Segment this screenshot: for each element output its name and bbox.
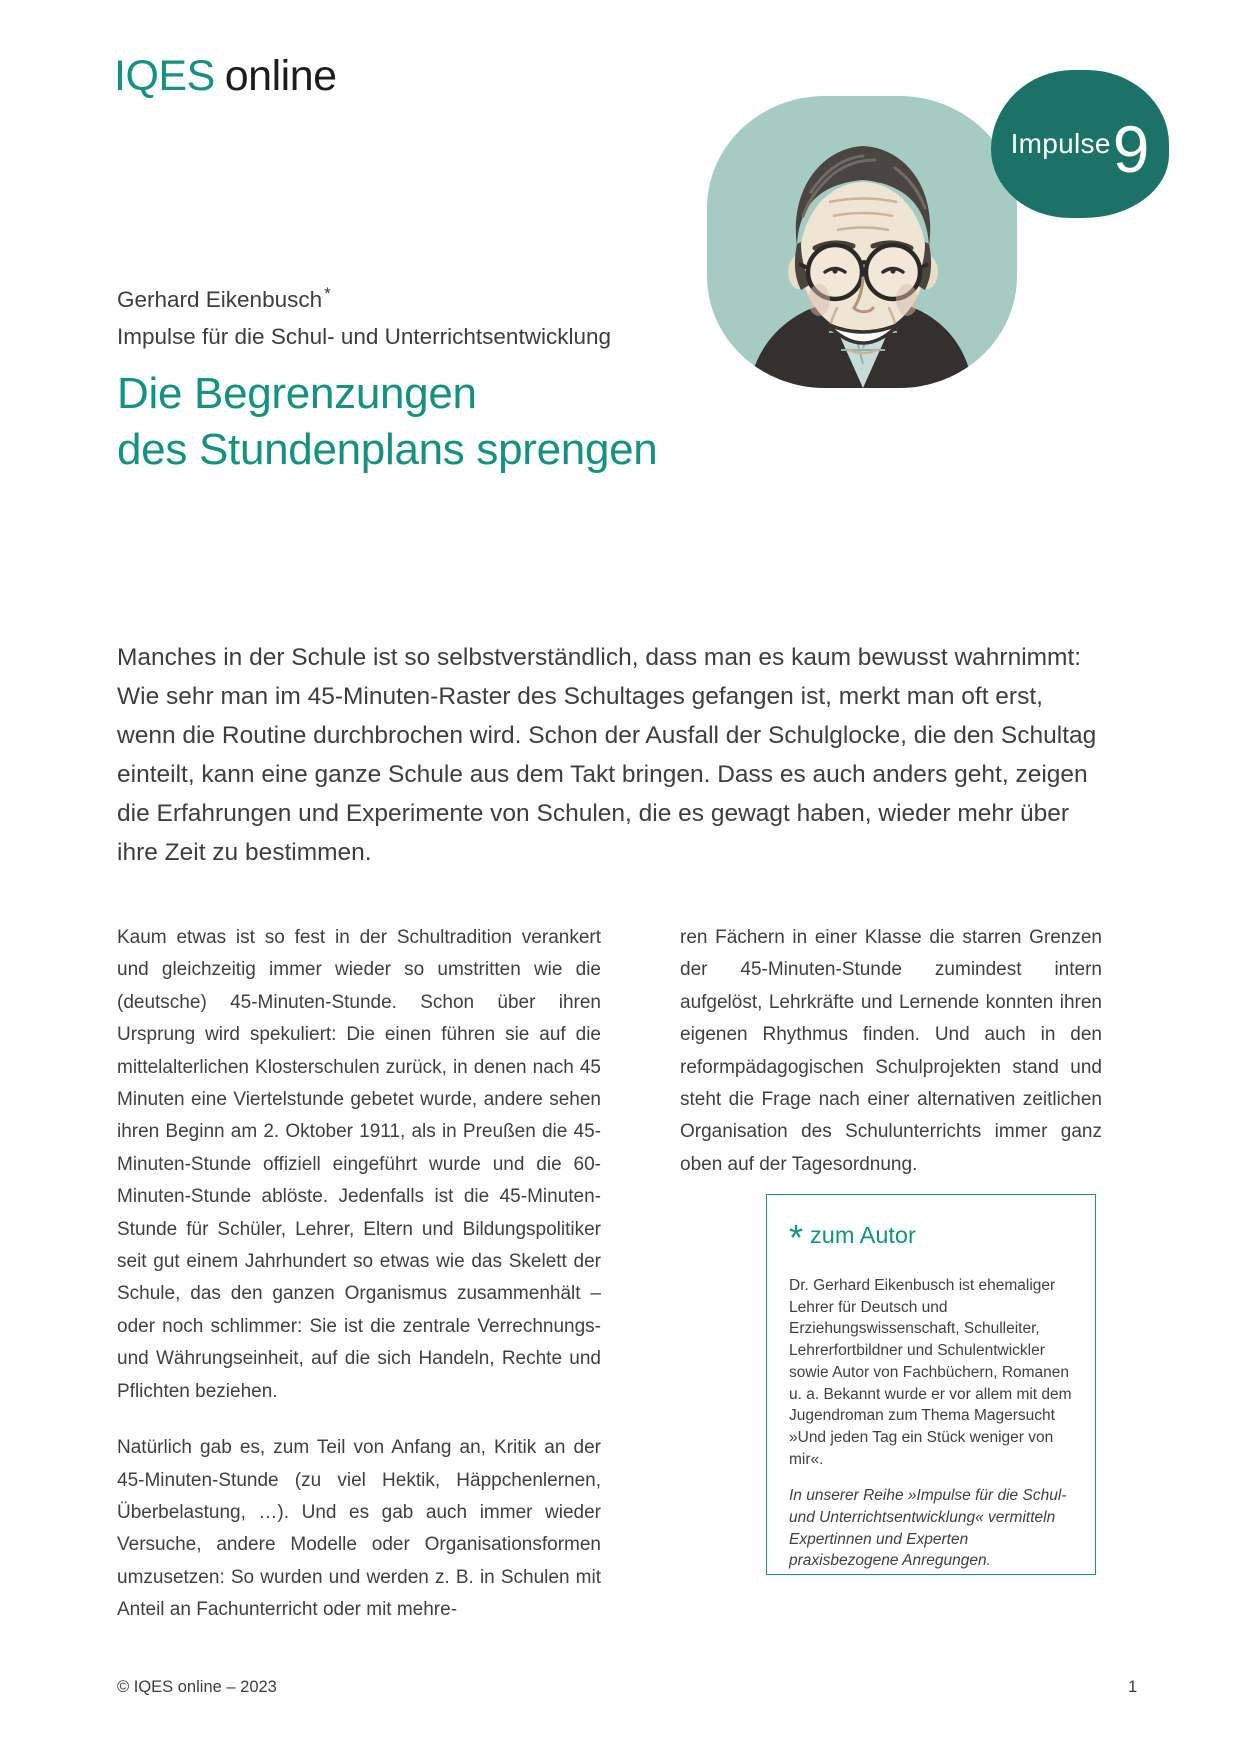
impulse-issue-badge [991, 70, 1169, 218]
series-note: In unserer Reihe »Impulse für die Schul- und Unterrichtsentwicklung« vermitteln Expertinnen und Experten praxisbezogene Anregungen. [789, 1487, 1067, 1570]
logo-text-iqes: IQES [114, 52, 215, 100]
author-portrait [707, 96, 1017, 388]
logo-text-online: online [224, 52, 337, 100]
author-portrait-illustration [707, 96, 1017, 388]
footnote-asterisk-icon: * [789, 1217, 804, 1258]
footer-copyright: © IQES online – 2023 [117, 1678, 277, 1696]
lead-paragraph: Manches in der Schule ist so selbstverständlich, dass man es kaum bewusst wahrnimmt: Wie sehr man im 45-Minuten-Raster des Schultages gefangen ist, merkt man oft erst, wenn die Routine durchbrochen wird. Schon der Ausfall der Schulglocke, die den Schultag einteilt, kann eine ganze Schule aus dem Takt bringen. Dass es auch anders geht, zeigen die Erfahrungen und Experimente von Schulen, die es gewagt haben, wieder mehr über ihre Zeit zu bestimmen. [117, 644, 1097, 866]
author-footnote-asterisk: * [324, 284, 331, 303]
about-author-box [766, 1194, 1096, 1575]
page-title-line2: des Stundenplans sprengen [117, 425, 658, 474]
iqes-logo [114, 52, 337, 101]
author-name-line [117, 275, 611, 318]
badge-issue-number: 9 [1112, 112, 1150, 186]
body-column-left [117, 922, 601, 1627]
about-author-title-text: zum Autor [810, 1222, 916, 1248]
footer-page-number: 1 [1128, 1678, 1138, 1696]
author-name: Gerhard Eikenbusch [117, 287, 323, 312]
body-paragraph-1: Kaum etwas ist so fest in der Schultradition verankert und gleichzeitig immer wieder so umstritten wie die (deutsche) 45-Minuten-Stunde. Schon über ihren Ursprung wird spekuliert: Die einen führen sie auf die mittelalterlichen Klosterschulen zurück, in denen nach 45 Minuten eine Viertelstunde gebetet wurde, andere sehen ihren Beginn am 2. Oktober 1911, als in Preußen die 45-Minuten-Stunde offiziell eingeführt wurde und die 60-Minuten-Stunde ablöste. Jedenfalls ist die 45-Minuten-Stunde für Schüler, Lehrer, Eltern und Bildungspolitiker seit gut einem Jahrhundert so etwas wie das Skelett der Schule, das den ganzen Organismus zusammenhält – oder noch schlimmer: Sie ist die zentrale Verrechnungs- und Währungseinheit, auf die sich Handeln, Rechte und Pflichten beziehen. [117, 927, 601, 1402]
page-title-line1: Die Begrenzungen [117, 369, 477, 418]
author-bio: Dr. Gerhard Eikenbusch ist ehemaliger Lehrer für Deutsch und Erziehungswissenschaft, Schulleiter, Lehrerfortbildner und Schulentwickler sowie Autor von Fachbüchern, Romanen u. a. Bekannt wurde er vor allem mit dem Jugendroman zum Thema Magersucht »Und jeden Tag ein Stück weniger von mir«. [789, 1277, 1072, 1468]
page-title [117, 366, 657, 478]
body-paragraph-3: ren Fächern in einer Klasse die starren Grenzen der 45-Minuten-Stunde zumindest intern aufgelöst, Lehrkräfte und Lernende konnten ihren eigenen Rhythmus finden. Und auch in den reformpädagogischen Schulprojekten stand und steht die Frage nach einer alternativen zeitlichen Organisation des Schulunterrichts immer ganz oben auf der Tagesordnung. [680, 927, 1102, 1175]
series-line: Impulse für die Schul- und Unterrichtsentwicklung [117, 324, 611, 349]
about-author-title [789, 1217, 1075, 1259]
badge-series-label: Impulse [1010, 128, 1111, 159]
body-paragraph-2: Natürlich gab es, zum Teil von Anfang an, Kritik an der 45-Minuten-Stunde (zu viel Hektik, Häppchenlernen, Überbelastung, …). Und es gab auch immer wieder Versuche, andere Modelle oder Organisationsformen umzusetzen: So wurden und werden z. B. in Schulen mit Anteil an Fachunterricht oder mit mehre- [117, 1437, 601, 1621]
author-block [117, 275, 611, 355]
